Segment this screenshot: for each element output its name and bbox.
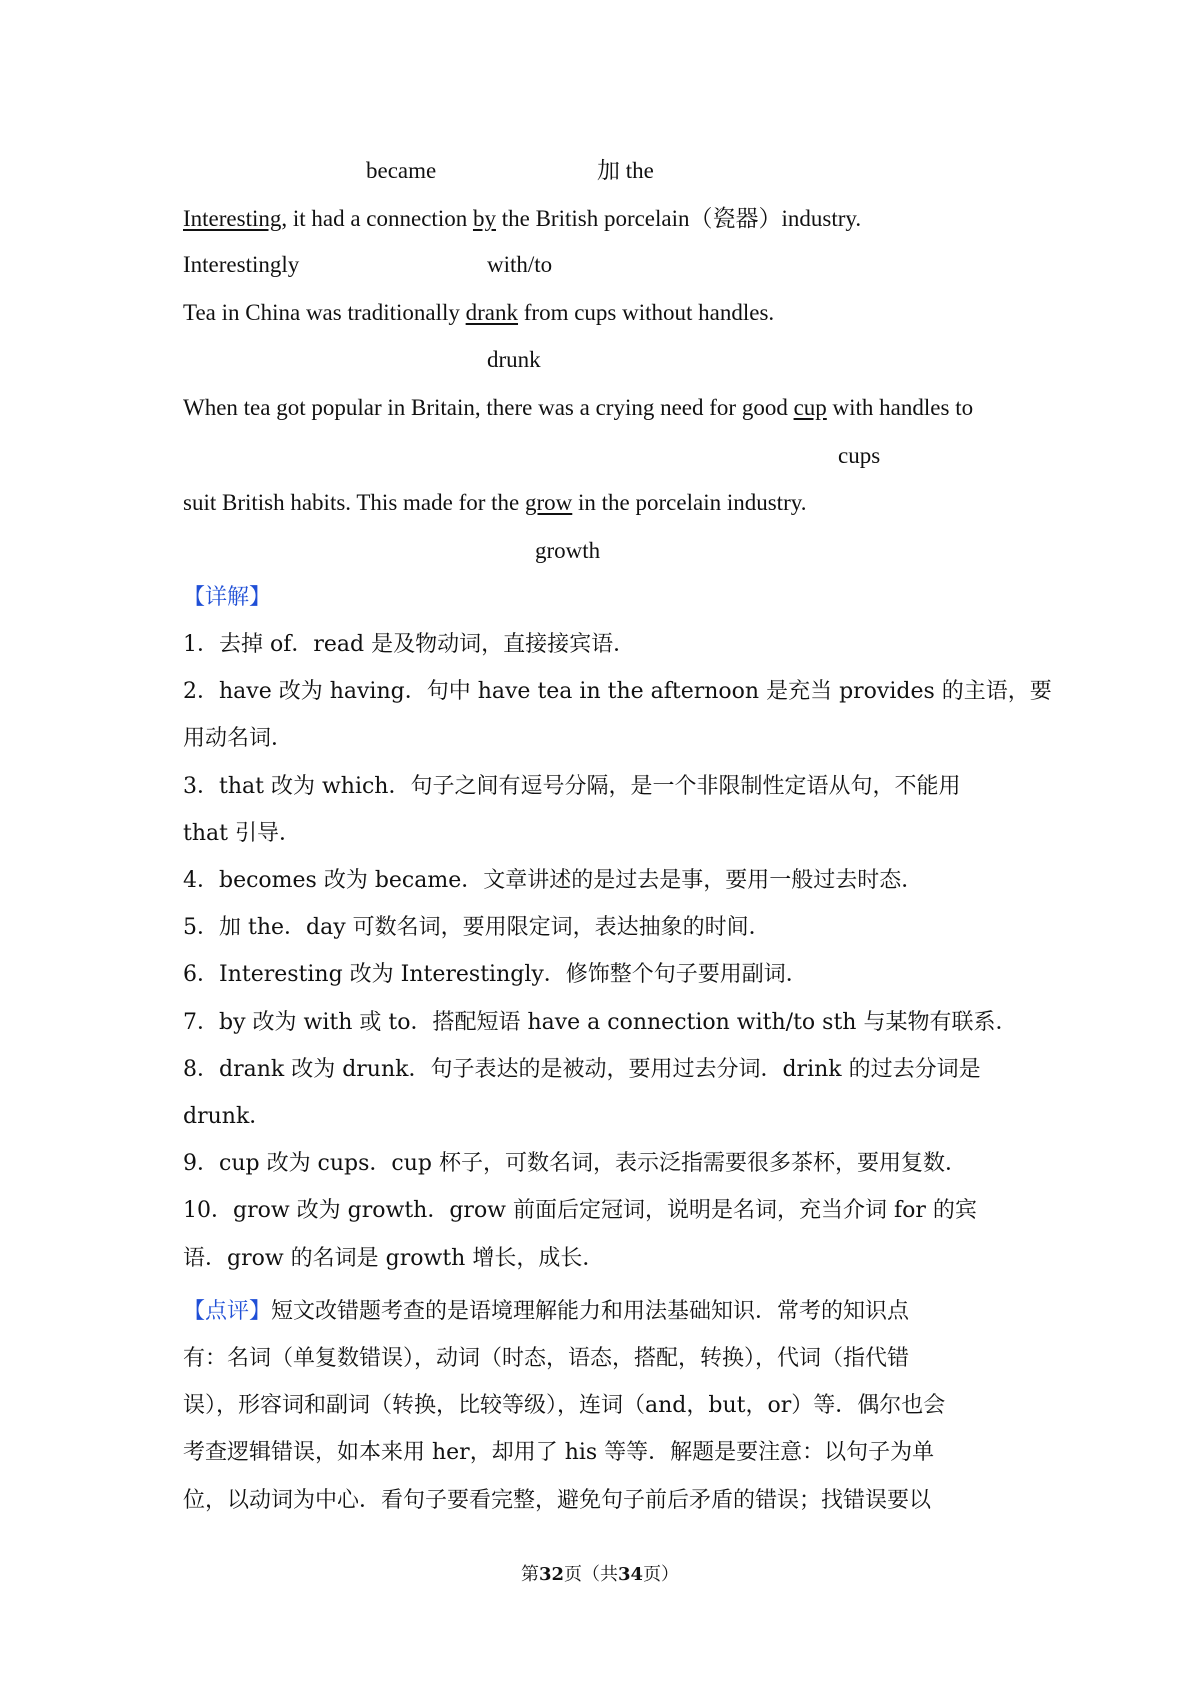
passage-line-2: Tea in China was traditionally drank from cups without handles.: [183, 300, 775, 325]
detail-line: 7．by 改为 with 或 to．搭配短语 have a connection with/to sth 与某物有联系．: [183, 1009, 1018, 1035]
page-total: 34: [618, 1564, 644, 1585]
correction-interestingly: Interestingly: [183, 252, 300, 277]
error-word: drank: [465, 300, 519, 325]
detail-line: that 引导．: [183, 820, 301, 846]
comment-line: 位，以动词为中心．看句子要看完整，避免句子前后矛盾的错误；找错误要以: [183, 1487, 932, 1513]
detail-line: 2．have 改为 having．句中 have tea in the afternoon 是充当 provides 的主语，要: [183, 679, 1052, 705]
error-word: Interesting: [183, 206, 282, 231]
correction-cups: cups: [838, 443, 881, 468]
page-number: 32: [538, 1564, 564, 1585]
passage-line-4: suit British habits. This made for the grow in the porcelain industry.: [183, 490, 807, 515]
comment-heading: 【点评】: [183, 1299, 272, 1324]
error-word: cup: [793, 395, 827, 420]
correction-growth: growth: [535, 538, 601, 563]
correction-with-to: with/to: [487, 252, 553, 277]
comment-first-line: 【点评】短文改错题考查的是语境理解能力和用法基础知识．常考的知识点: [183, 1299, 910, 1324]
comment-line: 考查逻辑错误，如本来用 her，却用了 his 等等．解题是要注意：以句子为单: [183, 1440, 935, 1466]
passage-line-1: Interesting, it had a connection by the British porcelain（瓷器）industry.: [183, 206, 862, 231]
detail-line: 语．grow 的名词是 growth 增长，成长．: [183, 1245, 605, 1271]
correction-add-the: 加 the: [597, 158, 654, 183]
detail-line: 用动名词．: [183, 726, 294, 752]
detail-line: drunk．: [183, 1104, 272, 1129]
detail-line: 9．cup 改为 cups．cup 杯子，可数名词，表示泛指需要很多茶杯，要用复数．: [183, 1151, 967, 1177]
error-word: by: [472, 206, 496, 231]
correction-became: became: [366, 158, 437, 183]
passage-line-3: When tea got popular in Britain, there was a crying need for good cup with handles to: [183, 395, 974, 420]
detail-line: 1．去掉 of．read 是及物动词，直接接宾语．: [183, 632, 636, 657]
detail-line: 8．drank 改为 drunk．句子表达的是被动，要用过去分词．drink 的过去分词是: [183, 1056, 981, 1082]
comment-line: 误），形容词和副词（转换，比较等级），连词（and，but，or）等．偶尔也会: [183, 1393, 946, 1419]
detail-line: 6．Interesting 改为 Interestingly．修饰整个句子要用副词．: [183, 962, 808, 988]
detail-line: 10．grow 改为 growth．grow 前面后定冠词，说明是名词，充当介词 for 的宾: [183, 1198, 977, 1224]
detail-line: 5．加 the．day 可数名词，要用限定词，表达抽象的时间．: [183, 915, 771, 941]
comment-line: 有：名词（单复数错误），动词（时态，语态，搭配，转换），代词（指代错: [183, 1346, 910, 1371]
page-footer: 第32页（共34页）: [520, 1564, 680, 1585]
detail-heading: 【详解】: [183, 585, 272, 610]
correction-drunk: drunk: [487, 347, 541, 372]
detail-line: 3．that 改为 which．句子之间有逗号分隔，是一个非限制性定语从句，不能用: [183, 773, 961, 799]
detail-line: 4．becomes 改为 became．文章讲述的是过去是事，要用一般过去时态．: [183, 868, 924, 893]
error-word: grow: [525, 490, 573, 515]
